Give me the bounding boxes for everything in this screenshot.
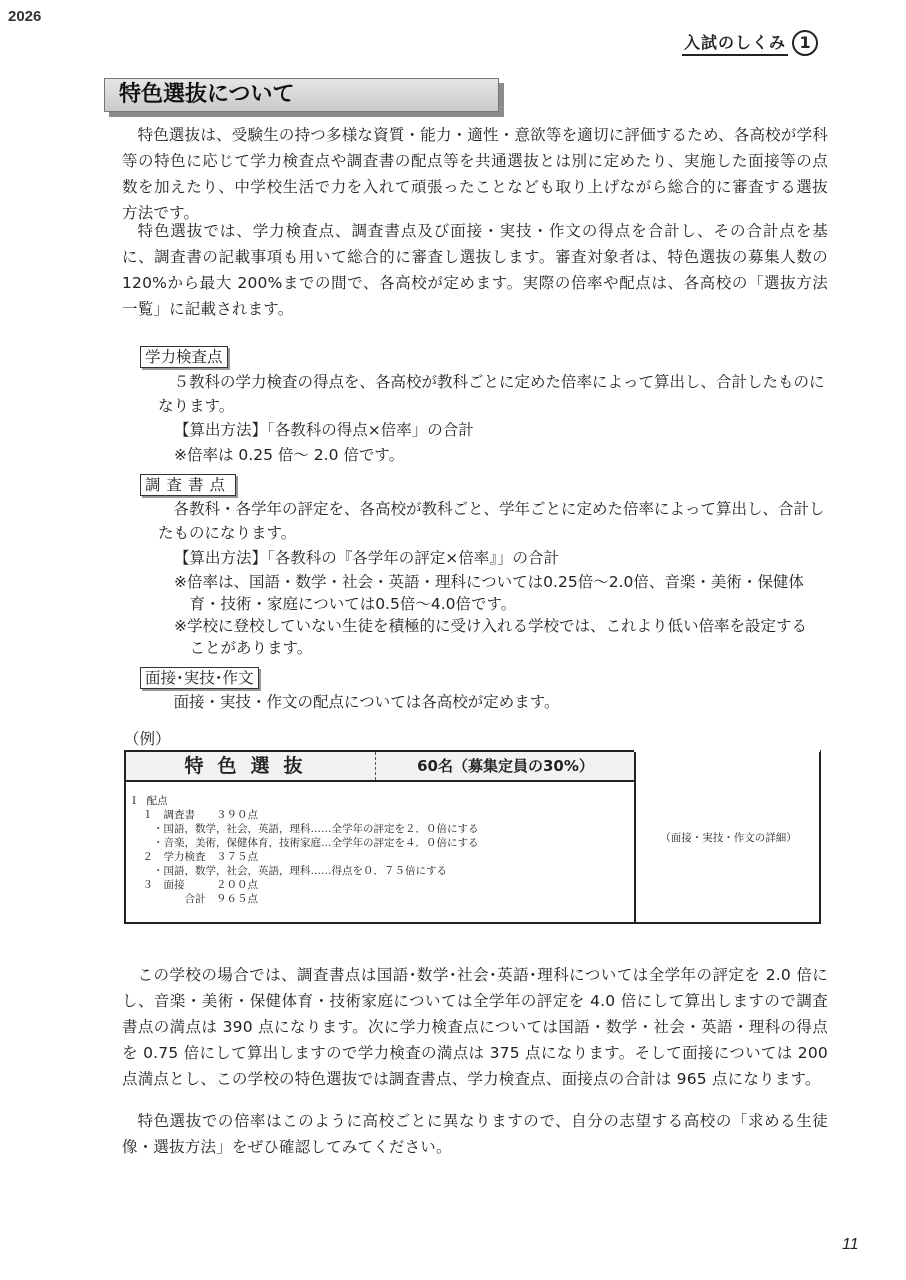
example-side-note: （面接・実技・作文の詳細） <box>660 831 797 844</box>
example-line: 合計 ９６５点 <box>132 893 258 905</box>
gakuryoku-method: 【算出方法】「各教科の得点×倍率」の合計 <box>174 421 474 439</box>
chousasho-heading: 調査書点 <box>140 474 236 496</box>
intro-paragraph-1: 特色選抜は、受験生の持つ多様な資質・能力・適性・意欲等を適切に評価するため、各高校が学科等の特色に応じて学力検査点や調査書の配点等を共通選抜とは別に定めたり、実施した面接等の点数を加えたり、中学校生活で力を入れて頑張ったことなども取り上げながら総合的に審査する選抜方法です。 <box>122 126 828 222</box>
example-main-panel <box>126 752 636 922</box>
page-number: 11 <box>842 1236 859 1253</box>
example-header <box>126 752 634 782</box>
example-line: ２ 学力検査 ３７５点 <box>132 851 258 863</box>
example-box <box>124 750 821 924</box>
example-line: １ 調査書 ３９０点 <box>132 809 258 821</box>
gakuryoku-note: ※倍率は 0.25 倍～ 2.0 倍です。 <box>174 446 405 464</box>
example-line: ・国語，数学，社会，英語，理科……全学年の評定を２．０倍にする <box>132 823 479 835</box>
mensetsu-heading: 面接･実技･作文 <box>140 667 259 689</box>
example-label: （例） <box>124 730 171 748</box>
year-label: 2026 <box>8 8 42 25</box>
example-box-open-top <box>634 750 820 752</box>
example-line: ・国語，数学，社会，英語，理科……得点を０．７５倍にする <box>132 865 447 877</box>
chousasho-note-1: ※倍率は、国語・数学・社会・英語・理科については0.25倍～2.0倍、音楽・美術・保健体育・技術・家庭については0.5倍～4.0倍です。 <box>174 573 804 613</box>
chousasho-note-2: ※学校に登校していない生徒を積極的に受け入れる学校では、これより低い倍率を設定することがあります。 <box>174 617 807 657</box>
gakuryoku-heading: 学力検査点 <box>140 346 228 368</box>
example-allocation-list <box>132 794 630 906</box>
mensetsu-body: 面接・実技・作文の配点については各高校が定めます。 <box>173 693 560 711</box>
example-line: Ⅰ 配点 <box>132 795 168 807</box>
chapter-header <box>682 30 818 56</box>
closing-paragraph-1: この学校の場合では、調査書点は国語･数学･社会･英語･理科については全学年の評定を 2.0 倍にし、音楽・美術・保健体育・技術家庭については全学年の評定を 4.0 倍にして算出しますので調査書点の満点は 390 点になります。次に学力検査点については国語・数学・社会・英語・理科の得点を 0.75 倍にして算出しますので学力検査の満点は 375 点になります。そして面接については 200 点満点とし、この学校の特色選抜では調査書点、学力検査点、面接点の合計は 965 点になります。 <box>122 966 828 1088</box>
section-title: 特色選抜について <box>104 78 499 112</box>
gakuryoku-body: ５教科の学力検査の得点を、各高校が教科ごとに定めた倍率によって算出し、合計したものになります。 <box>158 373 825 415</box>
example-line: ・音楽，美術，保健体育，技術家庭…全学年の評定を４．０倍にする <box>132 837 479 849</box>
section-title-block <box>104 78 504 118</box>
chapter-header-label: 入試のしくみ <box>682 30 788 56</box>
chapter-number-badge: 1 <box>792 30 818 56</box>
example-quota: 60名（募集定員の30%） <box>417 757 594 775</box>
example-line: ３ 面接 ２００点 <box>132 879 258 891</box>
chousasho-method: 【算出方法】「各教科の『各学年の評定×倍率』」の合計 <box>174 549 559 567</box>
chousasho-body: 各教科・各学年の評定を、各高校が教科ごと、学年ごとに定めた倍率によって算出し、合計したものになります。 <box>158 500 825 542</box>
closing-paragraph-2: 特色選抜での倍率はこのように高校ごとに異なりますので、自分の志望する高校の「求める生徒像・選抜方法」をぜひ確認してみてください。 <box>122 1112 828 1156</box>
intro-paragraph-2: 特色選抜では、学力検査点、調査書点及び面接・実技・作文の得点を合計し、その合計点を基に、調査書の記載事項も用いて総合的に審査し選抜します。審査対象者は、特色選抜の募集人数の 120%から最大 200%までの間で、各高校が定めます。実際の倍率や配点は、各高校の「選抜方法一覧」に記載されます。 <box>122 222 828 318</box>
example-title: 特色選抜 <box>126 752 376 780</box>
